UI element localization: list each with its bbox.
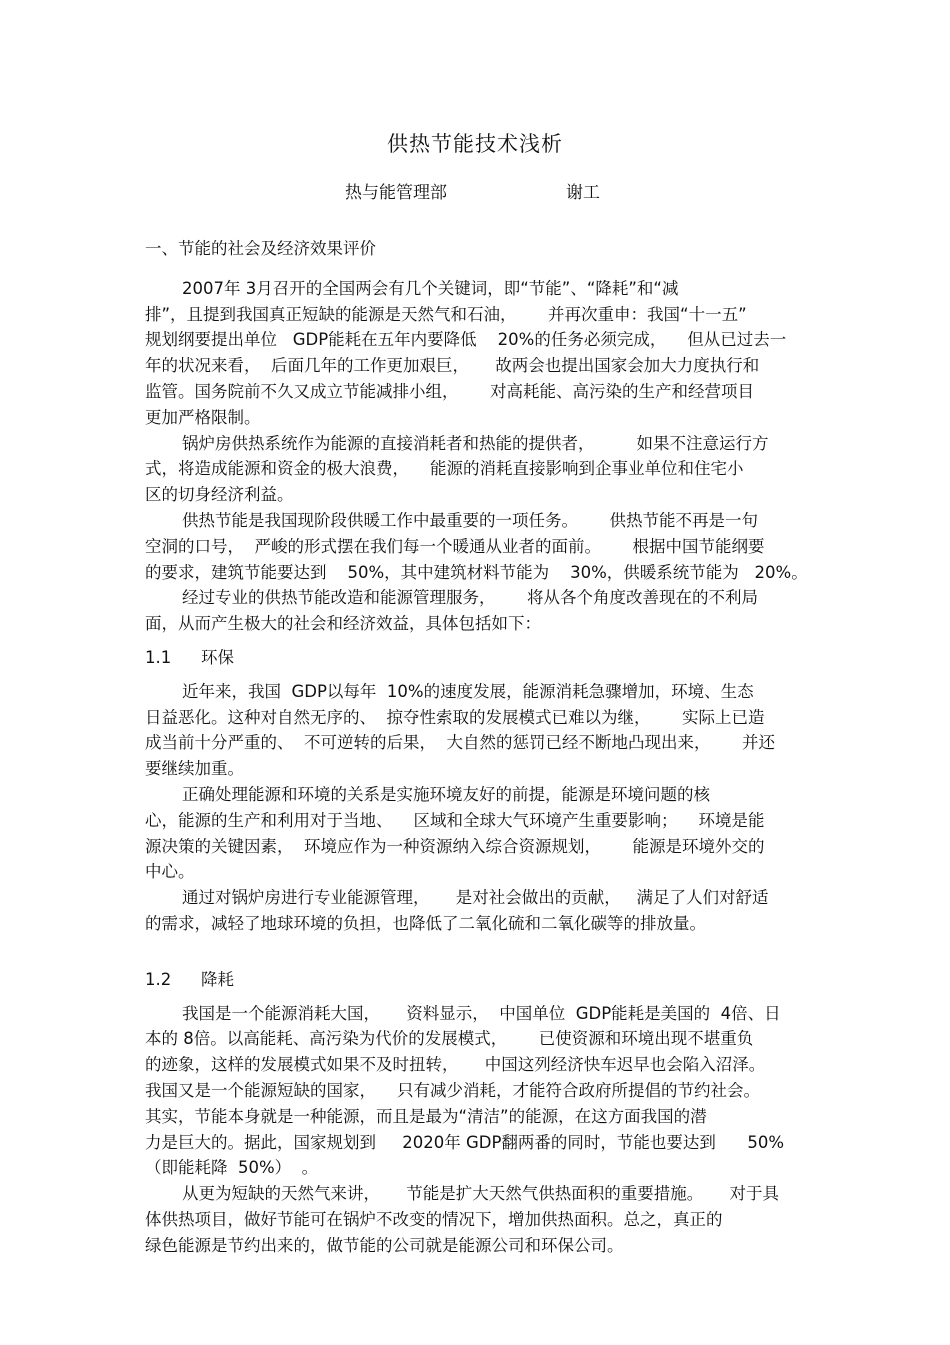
text-line: 年的状况来看， 后面几年的工作更加艰巨， 故两会也提出国家会加大力度执行和 [145,356,760,376]
text-line: 力是巨大的。据此，国家规划到 2020年 GDP翻两番的同时，节能也要达到 50% [145,1132,785,1152]
subsection-heading [145,967,807,993]
text-line: 绿色能源是节约出来的，做节能的公司就是能源公司和环保公司。 [145,1235,624,1255]
paragraph [145,508,807,585]
text-line: 心，能源的生产和利用对于当地、 区域和全球大气环境产生重要影响； 环境是能 [145,810,765,830]
text-line: 锅炉房供热系统作为能源的直接消耗者和热能的提供者， 如果不注意运行方 [182,433,769,453]
text-line: 近年来，我国 GDP以每年 10%的速度发展，能源消耗急骤增加，环境、生态 [182,681,754,701]
text-line: 成当前十分严重的、 不可逆转的后果， 大自然的惩罚已经不断地凸现出来， 并还 [145,733,775,753]
text-line: 式，将造成能源和资金的极大浪费， 能源的消耗直接影响到企事业单位和住宅小 [145,459,744,479]
text-line: 源决策的关键因素， 环境应作为一种资源纳入综合资源规划， 能源是环境外交的 [145,836,765,856]
subsection-heading [145,645,807,671]
subsection-1-2-paragraphs [145,1001,807,1259]
text-line: 空洞的口号， 严峻的形式摆在我们每一个暖通从业者的面前。 根据中国节能纲要 [145,536,765,556]
paragraph [145,679,807,782]
text-line: 的需求，减轻了地球环境的负担，也降低了二氧化硫和二氧化碳等的排放量。 [145,913,706,933]
text-line: 其实，节能本身就是一种能源，而且是最为“清洁”的能源，在这方面我国的潜 [145,1106,707,1126]
text-line: 监管。国务院前不久又成立节能减排小组， 对高耗能、高污染的生产和经营项目 [145,381,754,401]
text-line: 我国又是一个能源短缺的国家， 只有减少消耗，才能符合政府所提倡的节约社会。 [145,1080,760,1100]
text-line: 的要求，建筑节能要达到 50%，其中建筑材料节能为 30%，供暖系统节能为 20%。 [145,562,808,582]
subsection-1-1-paragraphs [145,679,807,937]
byline-author: 谢工 [566,183,600,203]
text-line: 中心。 [145,862,195,882]
text-line: 要继续加重。 [145,759,244,779]
text-line: 经过专业的供热节能改造和能源管理服务， 将从各个角度改善现在的不利局 [182,588,758,608]
document-body [145,232,807,1258]
text-line: 供热节能是我国现阶段供暖工作中最重要的一项任务。 供热节能不再是一句 [182,510,758,530]
paragraph [145,782,807,885]
text-line: 正确处理能源和环境的关系是实施环境友好的前提，能源是环境问题的核 [182,784,710,804]
byline-department: 热与能管理部 [345,183,447,203]
text-line: 区的切身经济利益。 [145,485,294,505]
text-line: 本的 8倍。以高能耗、高污染为代价的发展模式， 已使资源和环境出现不堪重负 [145,1029,754,1049]
page-title: 供热节能技术浅析 [387,132,563,156]
text-line: 通过对锅炉房进行专业能源管理， 是对社会做出的贡献， 满足了人们对舒适 [182,888,769,908]
text-line: 更加严格限制。 [145,407,261,427]
spacer [145,937,807,959]
paragraph [145,885,807,937]
text-line: 体供热项目，做好节能可在锅炉不改变的情况下，增加供热面积。总之，真正的 [145,1209,723,1229]
subsection-title: 降耗 [201,969,234,989]
paragraph [145,585,807,637]
text-line: 排”，且提到我国真正短缺的能源是天然气和石油， 并再次重申：我国“十一五” [145,304,747,324]
section-1-paragraphs [145,276,807,637]
subsection-number: 1.2 [145,969,172,989]
text-line: 2007年 3月召开的全国两会有几个关键词，即“节能”、“降耗”和“减 [182,278,679,298]
text-line: 规划纲要提出单位 GDP能耗在五年内要降低 20%的任务必须完成， 但从已过去一 [145,330,787,350]
paragraph [145,431,807,508]
paragraph [145,1181,807,1258]
section-heading: 一、节能的社会及经济效果评价 [145,239,376,258]
text-line: 从更为短缺的天然气来讲， 节能是扩大天然气供热面积的重要措施。 对于具 [182,1184,779,1204]
subsection-number: 1.1 [145,647,172,667]
paragraph [145,1001,807,1182]
text-line: 面，从而产生极大的社会和经济效益，具体包括如下： [145,614,541,634]
text-line: 我国是一个能源消耗大国， 资料显示， 中国单位 GDP能耗是美国的 4倍、日 [182,1003,781,1023]
text-line: 的迹象，这样的发展模式如果不及时扭转， 中国这列经济快车迟早也会陷入沼泽。 [145,1055,766,1075]
subsection-title: 环保 [201,647,234,667]
text-line: （即能耗降 50%） 。 [145,1158,319,1178]
text-line: 日益恶化。这种对自然无序的、 掠夺性索取的发展模式已难以为继， 实际上已造 [145,707,765,727]
paragraph [145,276,807,431]
